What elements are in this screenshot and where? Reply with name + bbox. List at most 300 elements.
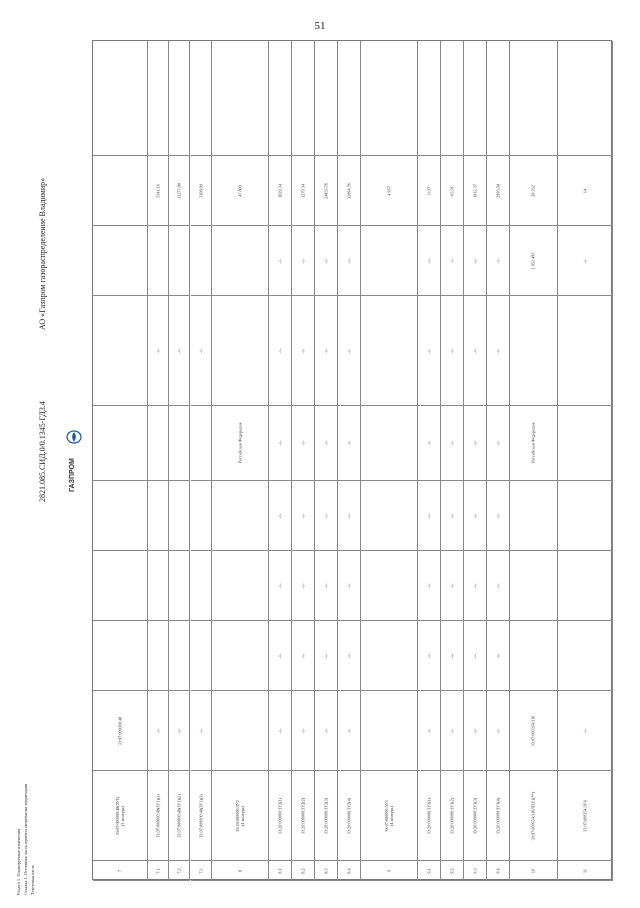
- table-cell: [487, 861, 510, 881]
- cell-text: -//-: [495, 512, 501, 519]
- table-cell: [93, 41, 148, 156]
- table-cell: [487, 41, 510, 156]
- table-cell: [315, 156, 338, 226]
- page-number: 51: [314, 20, 326, 32]
- table-cell: [441, 691, 464, 771]
- cell-text: 8.3: [323, 867, 329, 874]
- cell-text: -//-: [472, 652, 478, 659]
- table-cell: [418, 621, 441, 691]
- table-cell: [148, 621, 169, 691]
- table-cell: [510, 481, 558, 551]
- table-cell: [464, 621, 487, 691]
- cell-text: -//-: [346, 512, 352, 519]
- cell-text: Российская Федерация: [237, 422, 243, 464]
- table-cell: [510, 296, 558, 406]
- cell-text: 33:20:000000:ЗУ2 (4 контура): [234, 799, 245, 832]
- table-cell: [191, 41, 212, 156]
- cell-text: 3279.34: [300, 183, 306, 198]
- table-cell: [148, 226, 169, 296]
- table-cell: [169, 296, 190, 406]
- table-cell: [510, 226, 558, 296]
- table-cell: [212, 771, 269, 861]
- cell-text: 9.3: [472, 867, 478, 874]
- table-cell: [191, 621, 212, 691]
- table-cell: [510, 771, 558, 861]
- table-cell: [338, 226, 361, 296]
- table-cell: [269, 296, 292, 406]
- table-cell: [361, 226, 418, 296]
- cell-text: 5341.16: [155, 183, 161, 198]
- table-cell: [212, 861, 269, 881]
- cell-text: 33:20:000000:ЗУ2(3): [323, 797, 329, 834]
- table-cell: [169, 861, 190, 881]
- footnote-line: Текстовая часть: [30, 864, 35, 895]
- table-cell: [148, 691, 169, 771]
- table-cell: [487, 621, 510, 691]
- cell-text: 1912.37: [472, 183, 478, 198]
- cell-text: 9.2: [449, 867, 455, 874]
- cell-text: -//-: [300, 582, 306, 589]
- table-cell: [191, 296, 212, 406]
- cell-text: -//-: [582, 257, 588, 264]
- cell-text: 33:07:000354:316/ЧЗУ1(**): [530, 791, 536, 840]
- cell-text: 3308.90: [198, 183, 203, 198]
- cell-text: 2995.04: [495, 183, 501, 198]
- cell-text: -//-: [426, 257, 432, 264]
- table-cell: [191, 156, 212, 226]
- table-cell: [487, 296, 510, 406]
- cell-text: -//-: [426, 652, 432, 659]
- table-cell: [169, 771, 190, 861]
- table-cell: [93, 226, 148, 296]
- table-cell: [169, 406, 190, 481]
- cell-text: 13273.88: [176, 182, 182, 199]
- table-cell: [169, 691, 190, 771]
- cell-text: -//-: [300, 727, 306, 734]
- cell-text: 8: [237, 869, 243, 872]
- table-cell: [212, 691, 269, 771]
- table-cell: [169, 481, 190, 551]
- table-cell: [315, 691, 338, 771]
- document-code: 2821.085.СИД.0/0.1345-ГД3.4: [38, 401, 47, 502]
- cell-text: -//-: [582, 727, 588, 734]
- table-cell: [361, 621, 418, 691]
- table-cell: [510, 621, 558, 691]
- cell-text: -//-: [426, 347, 432, 354]
- cell-text: -//-: [346, 582, 352, 589]
- cell-text: 33:07:000000:48(ЗУ1) (3 контура): [115, 796, 126, 835]
- table-cell: [212, 296, 269, 406]
- table-cell: [464, 226, 487, 296]
- table-cell: [269, 156, 292, 226]
- logo-text: ГАЗПРОМ: [69, 458, 76, 492]
- table-cell: [93, 691, 148, 771]
- table-cell: [510, 691, 558, 771]
- cell-text: 12894.76: [346, 182, 352, 199]
- cell-text: -//-: [323, 652, 329, 659]
- table-cell: [315, 621, 338, 691]
- cell-text: -//-: [346, 347, 352, 354]
- cell-text: 7: [117, 869, 123, 872]
- cell-text: 33:20:000000:ЗУ3(3): [472, 797, 478, 834]
- table-cell: [191, 691, 212, 771]
- table-cell: [315, 861, 338, 881]
- cell-text: -//-: [449, 347, 455, 354]
- table-cell: [558, 296, 613, 406]
- table-cell: [191, 861, 212, 881]
- cell-text: -//-: [449, 257, 455, 264]
- table-cell: [441, 771, 464, 861]
- table-cell: [93, 621, 148, 691]
- table-cell: [315, 296, 338, 406]
- table-cell: [487, 226, 510, 296]
- cell-text: -//-: [277, 582, 283, 589]
- table-cell: [487, 771, 510, 861]
- table-cell: [464, 156, 487, 226]
- table-cell: [269, 551, 292, 621]
- cell-text: 1 951 495: [530, 252, 536, 269]
- table-cell: [338, 481, 361, 551]
- cell-text: -//-: [495, 652, 501, 659]
- cell-text: -//-: [472, 347, 478, 354]
- table-cell: [558, 156, 613, 226]
- cell-text: -//-: [300, 347, 306, 354]
- table-cell: [148, 406, 169, 481]
- cell-text: 33:20:000000:ЗУ3(2): [449, 797, 455, 834]
- table-cell: [269, 771, 292, 861]
- cell-text: -//-: [277, 347, 283, 354]
- table-cell: [212, 41, 269, 156]
- table-cell: [418, 771, 441, 861]
- cell-text: 9.1: [426, 867, 432, 874]
- table-cell: [361, 551, 418, 621]
- table-cell: [292, 406, 315, 481]
- table-cell: [212, 156, 269, 226]
- table-cell: [269, 621, 292, 691]
- cell-text: -//-: [495, 440, 501, 446]
- cell-text: 47 809: [237, 184, 243, 197]
- table-cell: [441, 621, 464, 691]
- cell-text: -//-: [198, 727, 203, 734]
- table-cell: [418, 226, 441, 296]
- land-plot-table: [92, 40, 612, 880]
- cell-text: -//-: [323, 440, 329, 446]
- cell-text: -//-: [495, 582, 501, 589]
- table-cell: [338, 551, 361, 621]
- table-cell: [191, 226, 212, 296]
- table-cell: [292, 771, 315, 861]
- cell-text: -//-: [346, 257, 352, 264]
- cell-text: 33:07:000354:ЗУ4: [582, 799, 588, 832]
- cell-text: -//-: [323, 727, 329, 734]
- cell-text: 7.1: [155, 867, 161, 874]
- table-cell: [338, 691, 361, 771]
- table-cell: [510, 156, 558, 226]
- table-cell: [338, 41, 361, 156]
- table-cell: [510, 861, 558, 881]
- table-cell: [169, 551, 190, 621]
- table-cell: [510, 551, 558, 621]
- table-cell: [93, 156, 148, 226]
- table-cell: [169, 156, 190, 226]
- table-cell: [558, 226, 613, 296]
- table-cell: [441, 296, 464, 406]
- cell-text: 9: [386, 869, 392, 872]
- table-cell: [418, 691, 441, 771]
- cell-text: -//-: [472, 440, 478, 446]
- table-cell: [558, 481, 613, 551]
- table-cell: [292, 481, 315, 551]
- table-cell: [361, 861, 418, 881]
- table-cell: [148, 771, 169, 861]
- cell-text: 24455.76: [323, 182, 329, 199]
- cell-text: 65.91: [449, 185, 455, 196]
- cell-text: -//-: [449, 652, 455, 659]
- table-cell: [191, 406, 212, 481]
- table-cell: [93, 771, 148, 861]
- cell-text: -//-: [472, 582, 478, 589]
- table-cell: [361, 41, 418, 156]
- table-cell: [361, 691, 418, 771]
- table-cell: [558, 41, 613, 156]
- cell-text: -//-: [449, 440, 455, 446]
- table-cell: [93, 296, 148, 406]
- cell-text: 33:07:000000:48(ЗУ1)(3): [198, 793, 203, 838]
- table-cell: [487, 156, 510, 226]
- cell-text: -//-: [472, 257, 478, 264]
- table-cell: [418, 156, 441, 226]
- cell-text: -//-: [346, 727, 352, 734]
- cell-text: -//-: [323, 582, 329, 589]
- cell-text: -//-: [277, 727, 283, 734]
- cell-text: 28 352: [530, 184, 536, 197]
- cell-text: -//-: [300, 512, 306, 519]
- table-cell: [464, 771, 487, 861]
- organization-name: АО «Газпром газораспределение Владимир»: [38, 177, 47, 330]
- cell-text: 33:07:000000:48(ЗУ1)(2): [176, 793, 182, 838]
- table-cell: [315, 226, 338, 296]
- table-cell: [487, 691, 510, 771]
- table-cell: [148, 481, 169, 551]
- table-cell: [292, 296, 315, 406]
- cell-text: 33:07:000000:48(ЗУ1)(1): [155, 793, 161, 838]
- table-cell: [338, 771, 361, 861]
- table-cell: [441, 551, 464, 621]
- table-cell: [464, 481, 487, 551]
- table-cell: [464, 296, 487, 406]
- table-cell: [441, 156, 464, 226]
- table-cell: [441, 481, 464, 551]
- table-cell: [212, 481, 269, 551]
- cell-text: -//-: [176, 727, 182, 734]
- cell-text: -//-: [277, 652, 283, 659]
- table-cell: [148, 551, 169, 621]
- cell-text: 1137: [426, 186, 432, 195]
- table-cell: [441, 41, 464, 156]
- table-cell: [338, 861, 361, 881]
- cell-text: -//-: [495, 257, 501, 264]
- cell-text: 33:20:000000:ЗУ3(1): [426, 797, 432, 834]
- cell-text: -//-: [495, 347, 501, 354]
- table-cell: [558, 771, 613, 861]
- table-cell: [169, 226, 190, 296]
- table-cell: [292, 156, 315, 226]
- cell-text: 33:07:000000:48: [117, 716, 123, 745]
- table-cell: [315, 551, 338, 621]
- table-cell: [212, 621, 269, 691]
- table-cell: [93, 481, 148, 551]
- cell-text: -//-: [449, 582, 455, 589]
- cell-text: Российская Федерация: [530, 422, 536, 464]
- table-cell: [464, 551, 487, 621]
- table-cell: [269, 861, 292, 881]
- cell-text: 11: [582, 868, 588, 873]
- table-cell: [464, 691, 487, 771]
- table-cell: [487, 551, 510, 621]
- table-cell: [558, 621, 613, 691]
- table-cell: [269, 226, 292, 296]
- table-cell: [148, 861, 169, 881]
- table-cell: [558, 406, 613, 481]
- table-cell: [148, 41, 169, 156]
- cell-text: 33:20:000000:ЗУ2(1): [277, 797, 283, 834]
- table-cell: [292, 621, 315, 691]
- cell-text: -//-: [449, 512, 455, 519]
- table-cell: [441, 226, 464, 296]
- table-cell: [315, 41, 338, 156]
- cell-text: 33:07:000354:316: [530, 715, 536, 746]
- cell-text: 7.2: [176, 867, 182, 874]
- table-cell: [510, 406, 558, 481]
- table-cell: [487, 481, 510, 551]
- table-cell: [338, 296, 361, 406]
- cell-text: -//-: [300, 440, 306, 446]
- table-cell: [169, 621, 190, 691]
- table-cell: [418, 296, 441, 406]
- cell-text: 8.2: [300, 867, 306, 874]
- table-cell: [292, 861, 315, 881]
- table-cell: [315, 481, 338, 551]
- table-cell: [361, 771, 418, 861]
- cell-text: -//-: [277, 512, 283, 519]
- table-cell: [361, 156, 418, 226]
- table-cell: [292, 226, 315, 296]
- table-cell: [418, 481, 441, 551]
- table-cell: [361, 296, 418, 406]
- table-cell: [292, 551, 315, 621]
- table-cell: [441, 406, 464, 481]
- table-cell: [212, 406, 269, 481]
- cell-text: -//-: [323, 257, 329, 264]
- gazprom-logo: [62, 430, 86, 500]
- cell-text: 9.4: [495, 867, 501, 874]
- flame-icon: [66, 430, 82, 444]
- table-cell: [269, 406, 292, 481]
- table-cell: [148, 296, 169, 406]
- table-cell: [464, 41, 487, 156]
- cell-text: -//-: [426, 582, 432, 589]
- cell-text: -//-: [155, 727, 161, 734]
- cell-text: -//-: [472, 727, 478, 734]
- table-cell: [464, 406, 487, 481]
- cell-text: -//-: [198, 347, 203, 354]
- cell-text: -//-: [176, 347, 182, 354]
- cell-text: -//-: [426, 440, 432, 446]
- table-cell: [418, 41, 441, 156]
- cell-text: -//-: [277, 257, 283, 264]
- cell-text: -//-: [300, 652, 306, 659]
- table-cell: [558, 551, 613, 621]
- cell-text: -//-: [155, 347, 161, 354]
- table-cell: [212, 226, 269, 296]
- cell-text: -//-: [426, 727, 432, 734]
- cell-text: 8.1: [277, 867, 283, 874]
- table-cell: [93, 861, 148, 881]
- table-cell: [338, 406, 361, 481]
- table-cell: [191, 771, 212, 861]
- cell-text: 8.4: [346, 867, 352, 874]
- table-cell: [361, 481, 418, 551]
- table-cell: [487, 406, 510, 481]
- table-cell: [292, 41, 315, 156]
- cell-text: 33:20:000000:ЗУ3(4): [495, 797, 501, 834]
- table-cell: [93, 406, 148, 481]
- cell-text: -//-: [495, 727, 501, 734]
- table-cell: [269, 41, 292, 156]
- table-cell: [148, 156, 169, 226]
- cell-text: 33:07:000000:ЗУ3 (4 контура): [383, 799, 394, 832]
- table-cell: [269, 691, 292, 771]
- footnotes: [16, 760, 56, 900]
- table-cell: [191, 481, 212, 551]
- cell-text: -//-: [449, 727, 455, 734]
- table-cell: [510, 41, 558, 156]
- cell-text: 14: [582, 188, 588, 193]
- table-cell: [292, 691, 315, 771]
- table-cell: [315, 771, 338, 861]
- table-cell: [441, 861, 464, 881]
- cell-text: -//-: [346, 652, 352, 659]
- table-cell: [338, 621, 361, 691]
- table-cell: [93, 551, 148, 621]
- table-grid: [92, 40, 612, 880]
- table-cell: [315, 406, 338, 481]
- cell-text: -//-: [300, 257, 306, 264]
- table-cell: [338, 156, 361, 226]
- table-cell: [418, 406, 441, 481]
- cell-text: -//-: [472, 512, 478, 519]
- table-cell: [558, 861, 613, 881]
- cell-text: 7.3: [198, 867, 203, 874]
- cell-text: -//-: [277, 440, 283, 446]
- table-cell: [269, 481, 292, 551]
- cell-text: -//-: [346, 440, 352, 446]
- table-cell: [212, 551, 269, 621]
- cell-text: 1029.34: [277, 183, 283, 198]
- table-cell: [558, 691, 613, 771]
- footnote-line: Ссылка 1. Основная часть проекта межевания территории: [23, 783, 28, 895]
- cell-text: -//-: [426, 512, 432, 519]
- cell-text: 10: [530, 868, 536, 873]
- cell-text: -//-: [323, 512, 329, 519]
- table-cell: [169, 41, 190, 156]
- cell-text: -//-: [323, 347, 329, 354]
- cell-text: 4 957: [386, 185, 392, 196]
- cell-text: 33:20:000000:ЗУ2(2): [300, 797, 306, 834]
- cell-text: 33:20:000000:ЗУ2(4): [346, 797, 352, 834]
- table-cell: [464, 861, 487, 881]
- table-cell: [418, 551, 441, 621]
